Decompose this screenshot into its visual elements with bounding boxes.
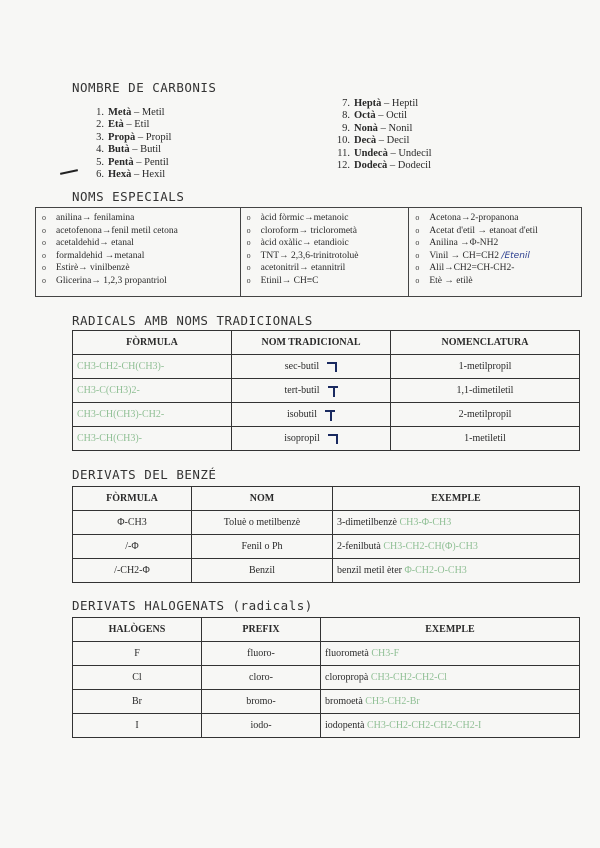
prefix-cell: bromo-	[202, 690, 321, 714]
exemple-cell: 3-dimetilbenzè CH3-Φ-CH3	[333, 511, 580, 535]
prefix-cell: iodo-	[202, 714, 321, 738]
nomenclatura-cell: 1,1-dimetiletil	[391, 379, 580, 403]
carbons-right-list	[334, 98, 432, 172]
especial-item: o Acetona→2-propanona	[415, 212, 575, 225]
carbon-item: 2. Età – Etil	[96, 119, 150, 131]
especial-item: o cloroform→ triclorometà	[247, 225, 403, 238]
especials-col-1	[36, 208, 241, 296]
column-header: NOM	[192, 487, 333, 511]
halogenats-table	[72, 617, 580, 738]
table-row	[73, 559, 580, 583]
formula-cell: CH3-CH2-CH(CH3)-	[73, 355, 232, 379]
pen-mark	[328, 386, 338, 396]
nom-cell: sec-butil	[232, 355, 391, 379]
table-row	[73, 535, 580, 559]
especial-item: o Etinil→ CH≡C	[247, 275, 403, 288]
heading-especials: NOMS ESPECIALS	[72, 189, 185, 204]
especial-item: o àcid fòrmic→metanoic	[247, 212, 403, 225]
exemple-cell: cloropropà CH3-CH2-CH2-Cl	[321, 666, 580, 690]
table-row	[73, 379, 580, 403]
pen-mark	[328, 434, 338, 444]
nom-cell: isobutil	[232, 403, 391, 427]
table-header-row	[73, 618, 580, 642]
carbon-item: 6. Hexà – Hexil	[96, 169, 166, 181]
benze-table	[72, 486, 580, 583]
especial-item: o Alil→CH2=CH-CH2-	[415, 262, 575, 275]
pen-mark	[60, 169, 78, 175]
pen-mark	[325, 410, 335, 420]
formula-cell: Φ-CH3	[73, 511, 192, 535]
especial-item: o Glicerina→ 1,2,3 propantriol	[42, 275, 234, 288]
table-row	[73, 666, 580, 690]
radicals-table	[72, 330, 580, 451]
carbon-item: 10. Decà – Decil	[336, 135, 410, 147]
halogen-cell: Br	[73, 690, 202, 714]
especial-item: o Anilina →Φ-NH2	[415, 237, 575, 250]
column-header: PREFIX	[202, 618, 321, 642]
heading-halogenats: DERIVATS HALOGENATS (radicals)	[72, 598, 313, 613]
especial-item: o acetaldehid→ etanal	[42, 237, 234, 250]
table-row	[73, 403, 580, 427]
carbon-item: 7. Heptà – Heptil	[342, 98, 419, 109]
especial-item: o Etè → etilè	[415, 275, 575, 288]
especials-col-3	[409, 208, 581, 296]
table-row	[73, 714, 580, 738]
nom-cell: Toluè o metilbenzè	[192, 511, 333, 535]
carbon-item: 9. Nonà – Nonil	[342, 122, 413, 134]
table-header-row	[73, 331, 580, 355]
especials-col-2	[241, 208, 410, 296]
exemple-cell: bromoetà CH3-CH2-Br	[321, 690, 580, 714]
halogen-cell: Cl	[73, 666, 202, 690]
column-header: EXEMPLE	[333, 487, 580, 511]
column-header: NOMENCLATURA	[391, 331, 580, 355]
especial-item: o Acetat d'etil → etanoat d'etil	[415, 225, 575, 238]
carbon-item: 4. Butà – Butil	[96, 144, 162, 156]
column-header: HALÒGENS	[73, 618, 202, 642]
carbon-item: 5. Pentà – Pentil	[96, 156, 169, 168]
formula-cell: /-Φ	[73, 535, 192, 559]
table-row	[73, 511, 580, 535]
carbons-left-list	[88, 107, 171, 181]
nom-cell: tert-butil	[232, 379, 391, 403]
carbon-item: 8. Octà – Octil	[342, 110, 408, 122]
nom-cell: Fenil o Ph	[192, 535, 333, 559]
heading-benze: DERIVATS DEL BENZÉ	[72, 467, 217, 482]
exemple-cell: iodopentà CH3-CH2-CH2-CH2-CH2-I	[321, 714, 580, 738]
prefix-cell: fluoro-	[202, 642, 321, 666]
column-header: FÒRMULA	[73, 487, 192, 511]
carbon-item: 3. Propà – Propil	[96, 131, 172, 143]
especial-item: o Vinil → CH=CH2 /Etenil	[415, 250, 575, 263]
table-row	[73, 427, 580, 451]
especial-item: o acetofenona→fenil metil cetona	[42, 225, 234, 238]
table-row	[73, 355, 580, 379]
table-row	[73, 690, 580, 714]
nom-cell: Benzil	[192, 559, 333, 583]
especial-item: o anilina→ fenilamina	[42, 212, 234, 225]
exemple-cell: fluorometà CH3-F	[321, 642, 580, 666]
especial-item: o Estirè→ vinilbenzè	[42, 262, 234, 275]
carbon-item: 11. Undecà – Undecil	[337, 147, 432, 159]
especial-item: o formaldehid →metanal	[42, 250, 234, 263]
nomenclatura-cell: 1-metiletil	[391, 427, 580, 451]
nomenclatura-cell: 1-metilpropil	[391, 355, 580, 379]
handwritten-note: /Etenil	[501, 250, 530, 261]
especial-item: o TNT→ 2,3,6-trinitrotoluè	[247, 250, 403, 263]
heading-radicals: RADICALS AMB NOMS TRADICIONALS	[72, 313, 313, 328]
exemple-cell: 2-fenilbutà CH3-CH2-CH(Φ)-CH3	[333, 535, 580, 559]
exemple-cell: benzil metil èter Φ-CH2-O-CH3	[333, 559, 580, 583]
table-header-row	[73, 487, 580, 511]
prefix-cell: cloro-	[202, 666, 321, 690]
nomenclatura-cell: 2-metilpropil	[391, 403, 580, 427]
especial-item: o acetonitril→ etannitril	[247, 262, 403, 275]
noms-especials-box	[35, 207, 582, 297]
nom-cell: isopropil	[232, 427, 391, 451]
formula-cell: CH3-CH(CH3)-	[73, 427, 232, 451]
formula-cell: /-CH2-Φ	[73, 559, 192, 583]
halogen-cell: F	[73, 642, 202, 666]
carbon-item: 1. Metà – Metil	[96, 107, 165, 118]
pen-mark	[327, 362, 337, 372]
carbon-item: 12. Dodecà – Dodecil	[336, 160, 431, 172]
especial-item: o àcid oxàlic→ etandioic	[247, 237, 403, 250]
column-header: FÒRMULA	[73, 331, 232, 355]
formula-cell: CH3-C(CH3)2-	[73, 379, 232, 403]
table-row	[73, 642, 580, 666]
halogen-cell: I	[73, 714, 202, 738]
heading-carbons: NOMBRE DE CARBONIS	[72, 80, 217, 95]
column-header: NOM TRADICIONAL	[232, 331, 391, 355]
column-header: EXEMPLE	[321, 618, 580, 642]
formula-cell: CH3-CH(CH3)-CH2-	[73, 403, 232, 427]
